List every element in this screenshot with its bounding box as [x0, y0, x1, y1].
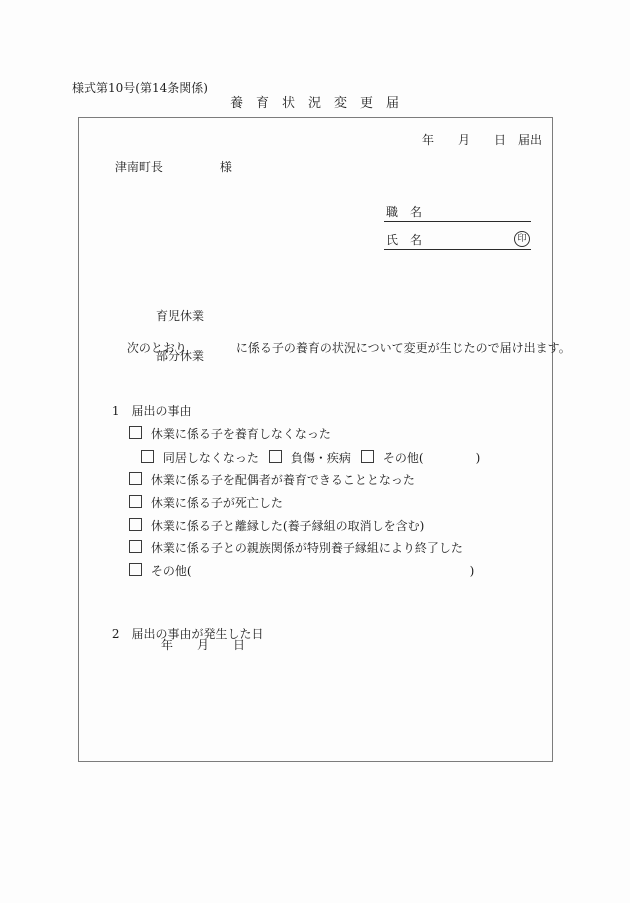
reason-item-5-label: 休業に係る子との親族関係が特別養子縁組により終了した [150, 541, 463, 555]
reason-item-6-label: その他( [150, 564, 192, 578]
occurrence-date-line: 年 月 日 [161, 638, 246, 652]
section1-number: 1 [111, 404, 120, 418]
reason-item-4-label: 休業に係る子と離縁した(養子縁組の取消しを含む) [150, 519, 425, 533]
intro-statement: に係る子の養育の状況について変更が生じたので届け出ます。 [235, 341, 571, 355]
reason-item-1-label: 休業に係る子を養育しなくなった [150, 427, 331, 441]
intro-option-childcare-leave: 育児休業 [156, 309, 205, 323]
submission-date-line: 年 月 日 届出 [421, 133, 542, 147]
intro-option-partial-leave: 部分休業 [156, 349, 205, 363]
suboption-1-label: 同居しなくなった [162, 451, 259, 465]
suboption-3-close: ) [475, 451, 481, 465]
suboption-3-label: その他( [382, 451, 424, 465]
section2-title: 届出の事由が発生した日 [131, 627, 264, 641]
addressee-line [92, 149, 232, 185]
name-field [384, 234, 531, 250]
form-border-box [78, 117, 571, 762]
job-title-field [384, 206, 531, 222]
form-number: 様式第10号(第14条関係) [72, 81, 208, 95]
seal-mark-icon: 印 [514, 231, 530, 247]
intro-lead: 次のとおり [126, 341, 187, 355]
addressee-name: 津南町長 [114, 160, 163, 174]
job-title-label: 職 名 [386, 205, 423, 219]
suboption-2-label: 負傷・疾病 [290, 451, 351, 465]
reason-item-6-close: ) [469, 564, 475, 578]
checkbox-icon [129, 563, 142, 576]
name-label: 氏 名 [386, 233, 423, 247]
reason-item-2-label: 休業に係る子を配偶者が養育できることとなった [150, 473, 415, 487]
reason-item-6 [106, 551, 474, 589]
reason-item-3-label: 休業に係る子が死亡した [150, 496, 283, 510]
document-title: 養 育 状 況 変 更 届 [229, 96, 399, 111]
section2-number: 2 [111, 627, 120, 641]
addressee-honorific: 様 [219, 160, 232, 174]
section1-title: 届出の事由 [131, 404, 192, 418]
